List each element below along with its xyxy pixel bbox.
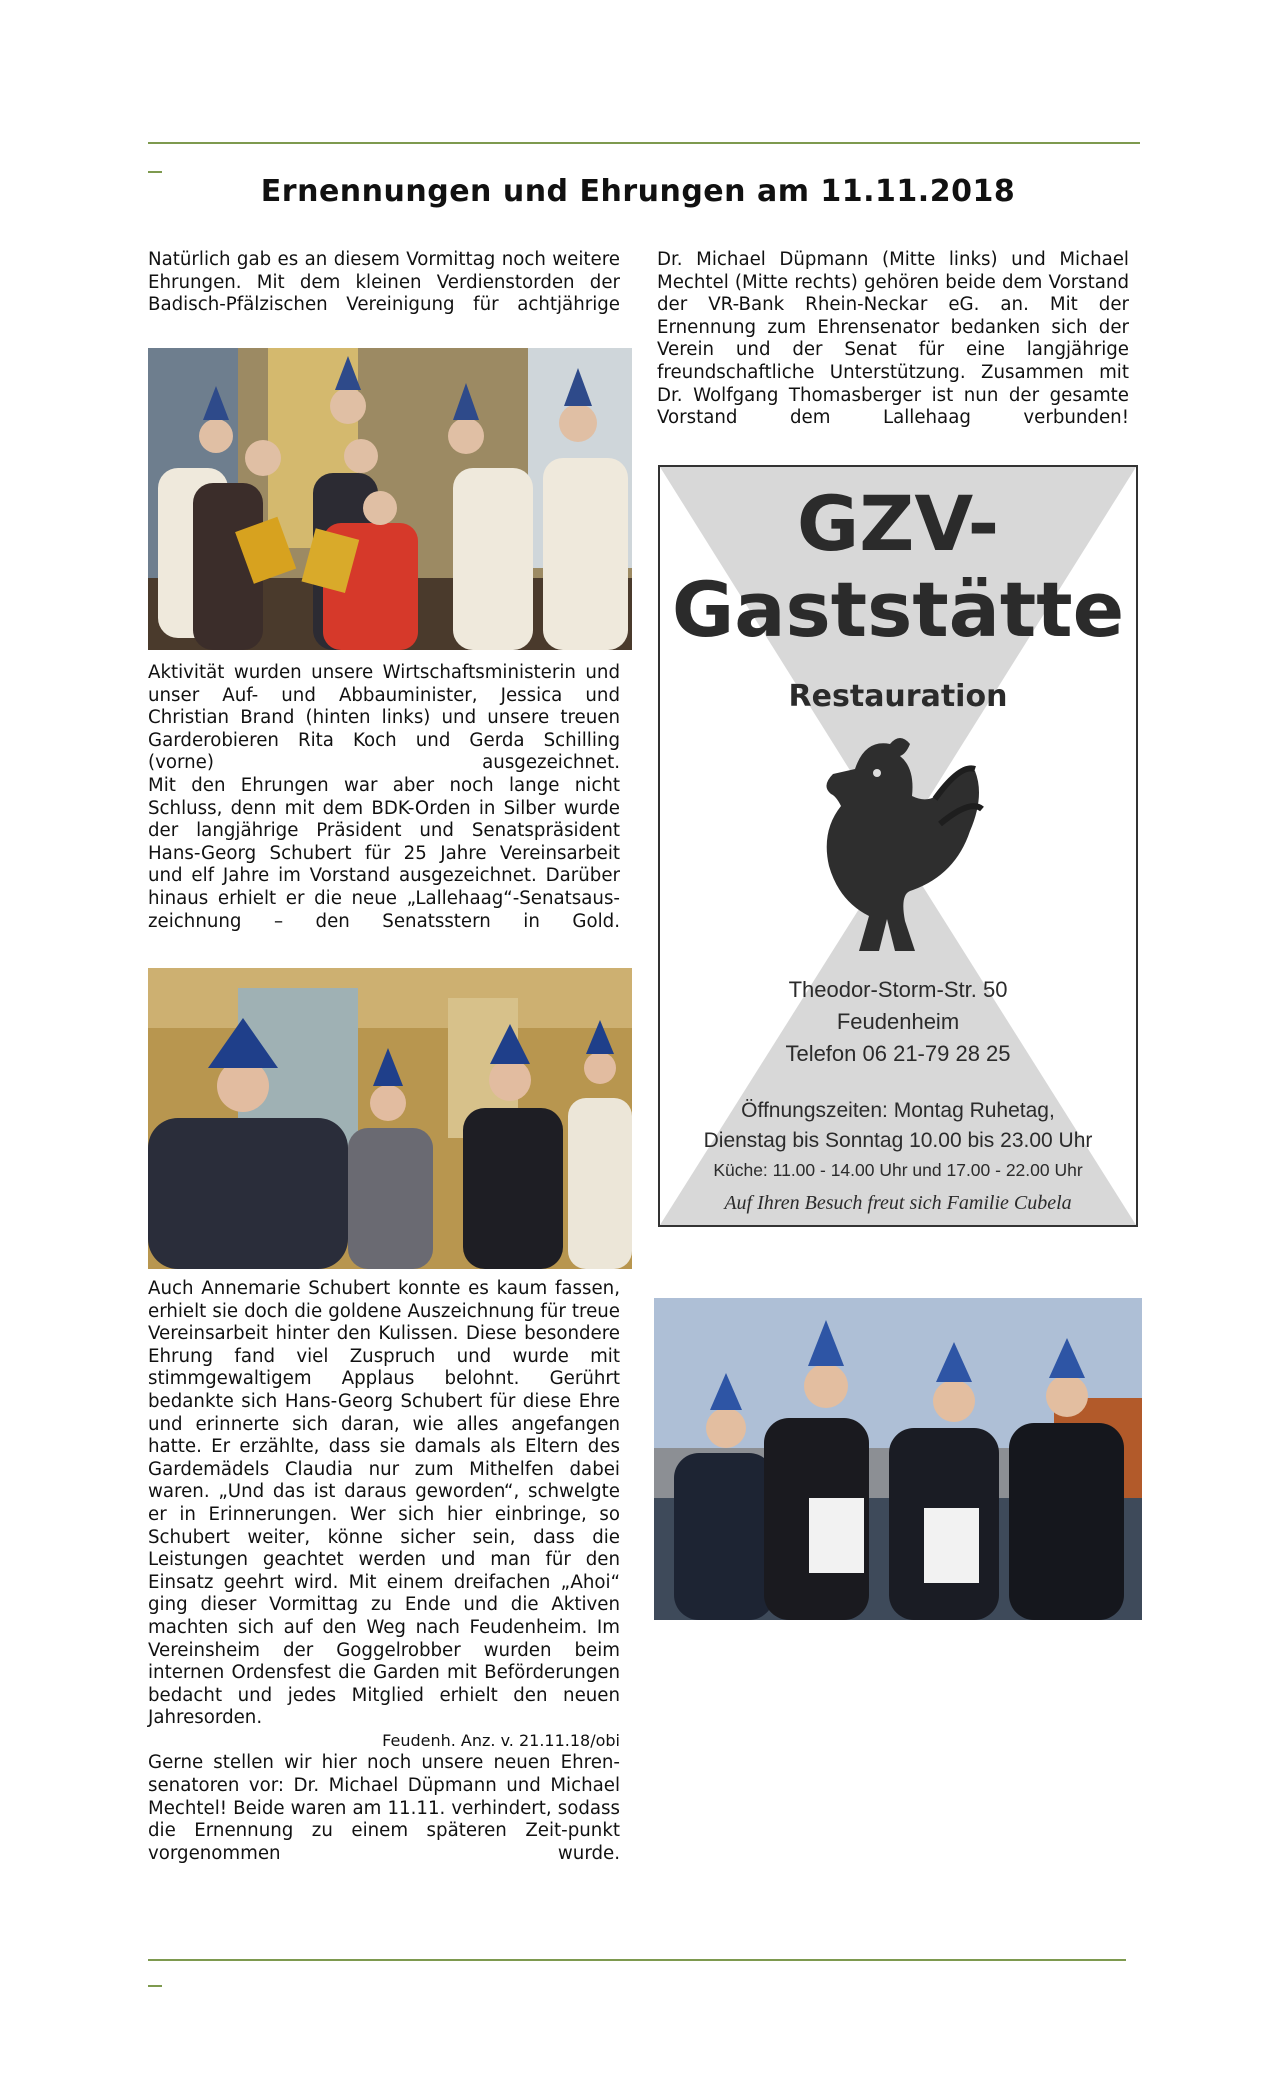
ad-kitchen-hours: Küche: 11.00 - 14.00 Uhr und 17.00 - 22.00 Uhr <box>713 1160 1083 1180</box>
ad-title-line2: Gaststätte <box>671 565 1125 654</box>
photo-schubert-award-image <box>148 968 632 1269</box>
ad-title-line1: GZV- <box>796 479 1000 568</box>
ad-street: Theodor-Storm-Str. 50 <box>788 977 1008 1002</box>
photo-honorary-senators <box>654 1298 1142 1620</box>
article-title: Ernennungen und Ehrungen am 11.11.2018 <box>260 174 1016 209</box>
bottom-rule <box>148 1959 1126 1961</box>
bottom-rule-tick <box>148 1985 162 1987</box>
ad-phone: Telefon 06 21-79 28 25 <box>785 1041 1011 1066</box>
photo-group-honorees-image <box>148 348 632 650</box>
photo-honorary-senators-image <box>654 1298 1142 1620</box>
left-paragraph-2 <box>148 662 620 933</box>
left-p3-text: Auch Annemarie Schubert konnte es kaum fassen, erhielt sie doch die goldene Auszeichnung für treue Vereinsarbeit hinter den Kulissen. Diese besondere Ehrung fand viel Zuspruch und wurde mit stimmgewaltigem Applaus belohnt. Gerührt bedankte sich Hans-Georg Schubert für diese Ehre und erinnerte sich daran, wie alles angefangen hatte. Er erzählte, dass sie damals als Eltern des Gardemädels Claudia nur zum Mithelfen dabei waren. „Und das ist daraus geworden“, schwelgte er in Erinnerungen. Wer sich hier einbringe, so Schubert weiter, könne sicher sein, dass die Leistungen geachtet werden und man für den Einsatz geehrt wird. Mit einem dreifachen „Ahoi“ ging dieser Vormittag zu Ende und die Aktiven machten sich auf den Weg nach Feudenheim. Im Vereinsheim der Goggelrobber wurden beim internen Ordensfest die Garden mit Beförderungen bedacht und jedes Mitglied erhielt den neuen Jahresorden. <box>148 1278 620 1729</box>
left-p2b-text: Mit den Ehrungen war aber noch lange nicht Schluss, denn mit dem BDK-Orden in Silber wurde der langjährige Präsident und Senatspräsident Hans-Georg Schubert für 25 Jahre Vereinsarbeit und elf Jahre im Vorstand ausgezeichnet. Darüber hinaus erhielt er die neue „Lallehaag“-Senatsaus-zeichnung – den Senatsstern in Gold. <box>148 774 620 932</box>
photo-schubert-award <box>148 968 632 1269</box>
left-paragraph-1 <box>148 249 620 317</box>
left-p4-text: Gerne stellen wir hier noch unsere neuen Ehren-senatoren vor: Dr. Michael Düpmann und Michael Mechtel! Beide waren am 11.11. verhindert, sodass die Ernennung zu einem späteren Zeit-punkt vorgenommen wurde. <box>148 1752 620 1864</box>
left-paragraph-3 <box>148 1278 620 1865</box>
right-p1-text: Dr. Michael Düpmann (Mitte links) und Michael Mechtel (Mitte rechts) gehören beide dem Vorstand der VR-Bank Rhein-Neckar eG. an. Mit der Ernennung zum Ehrensenator bedanken sich der Verein und der Senat für eine langjährige freundschaftliche Unterstützung. Zusammen mit Dr. Wolfgang Thomasberger ist nun der gesamte Vorstand dem Lallehaag verbunden! <box>657 249 1129 429</box>
top-rule-tick <box>148 171 162 173</box>
photo-group-honorees <box>148 348 632 650</box>
ad-hours-line2: Dienstag bis Sonntag 10.00 bis 23.00 Uhr <box>703 1129 1093 1152</box>
left-p1-text: Natürlich gab es an diesem Vormittag noch weitere Ehrungen. Mit dem kleinen Verdienstorden der Badisch-Pfälzischen Vereinigung für achtjährige <box>148 249 620 316</box>
ad-hours-line1: Öffnungszeiten: Montag Ruhetag, <box>741 1099 1055 1122</box>
right-paragraph-1 <box>657 249 1129 430</box>
source-citation: Feudenh. Anz. v. 21.11.18/obi <box>382 1730 620 1750</box>
left-p2a-text: Aktivität wurden unsere Wirtschaftsministerin und unser Auf- und Abbauminister, Jessica und Christian Brand (hinten links) und unsere treuen Garderobieren Rita Koch und Gerda Schilling (vorne) ausgezeichnet. <box>148 662 620 774</box>
ad-footer: Auf Ihren Besuch freut sich Familie Cubela <box>724 1192 1072 1214</box>
top-rule <box>148 142 1140 144</box>
ad-district: Feudenheim <box>836 1009 960 1034</box>
advertisement-gzv-gaststaette <box>658 465 1138 1227</box>
ad-subtitle: Restauration <box>788 679 1008 714</box>
rooster-icon <box>815 729 985 959</box>
